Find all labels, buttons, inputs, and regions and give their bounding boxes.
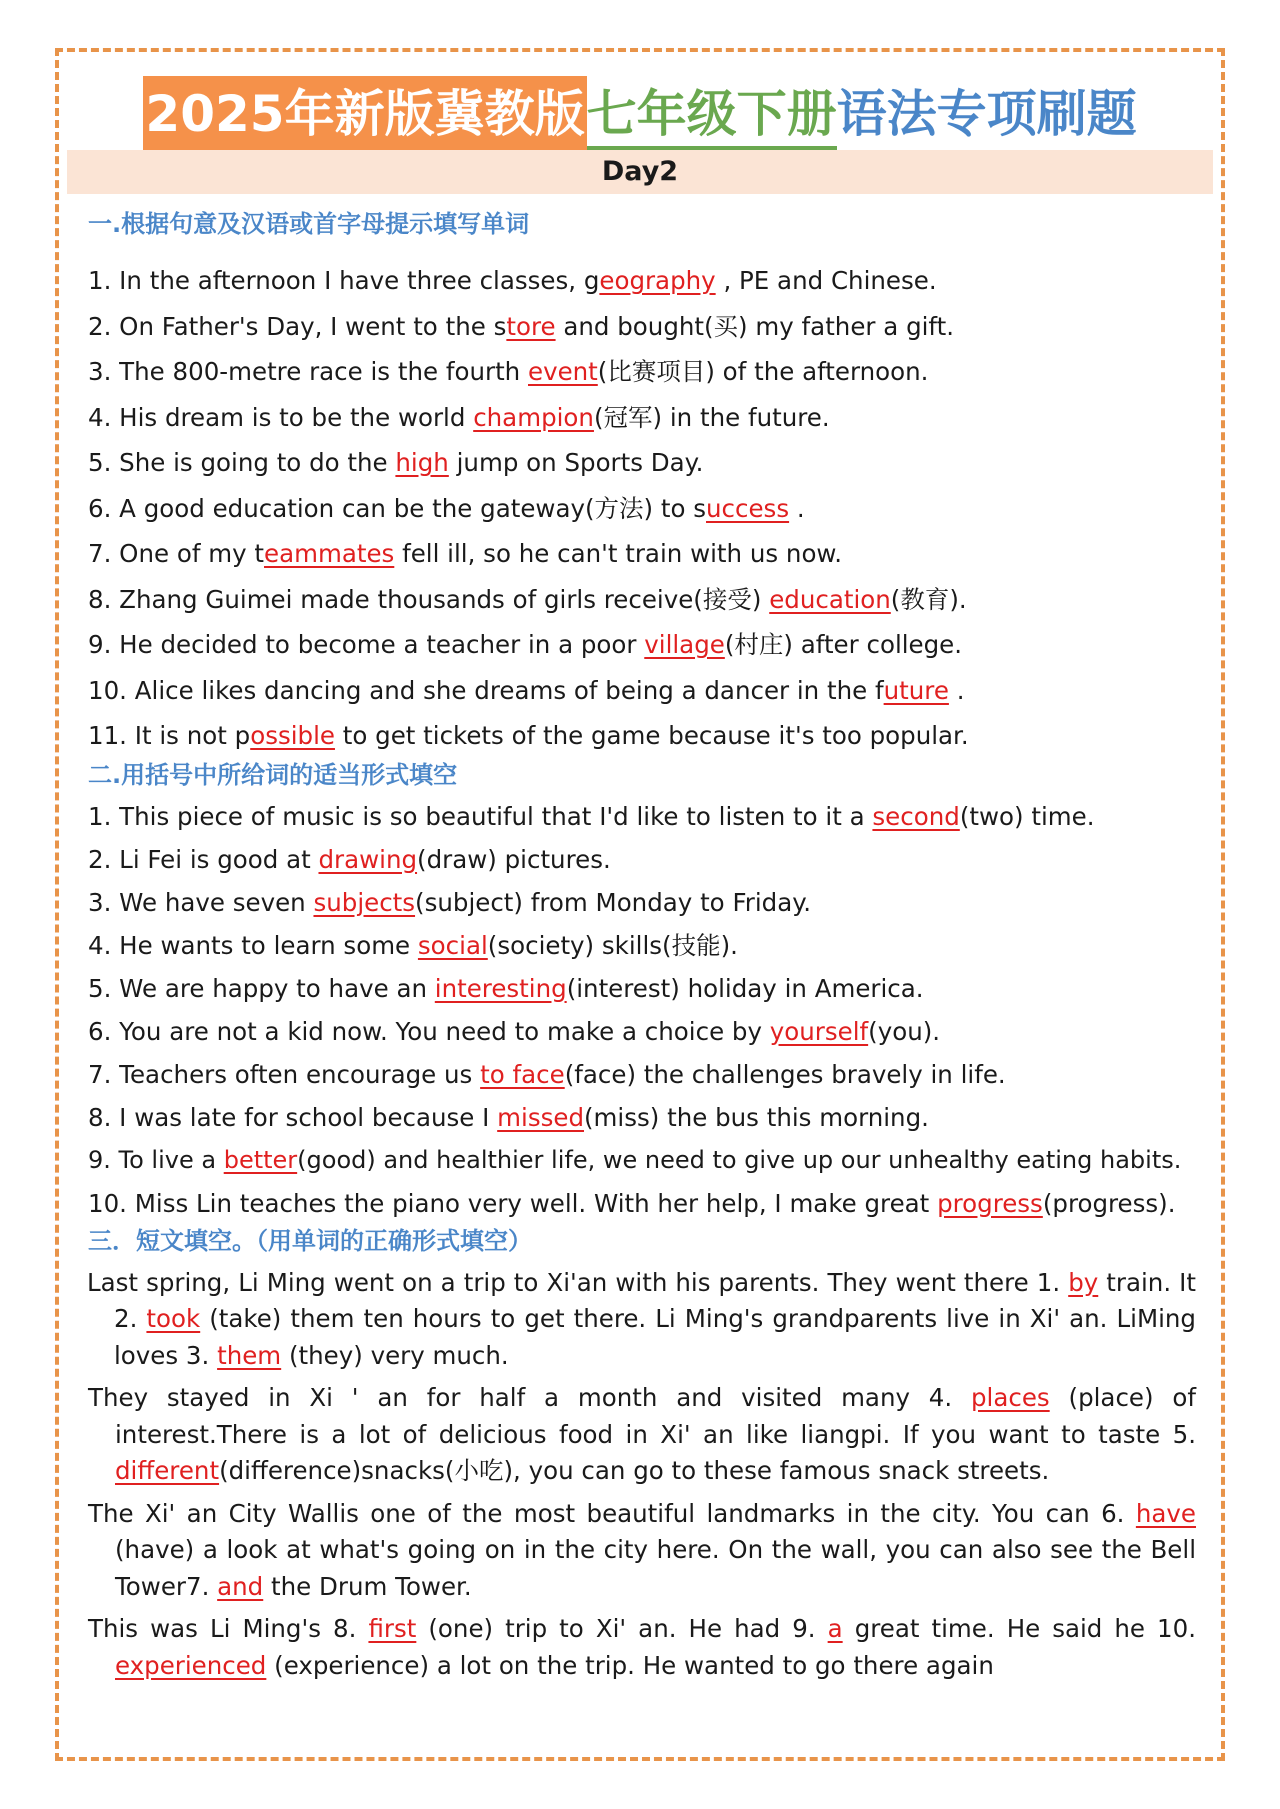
question-number: 6. — [88, 493, 112, 523]
worksheet-content — [88, 204, 1196, 1690]
question-text: (two) time. — [959, 801, 1095, 831]
passage-text: (one) trip to Xi' an. He had 9. — [416, 1614, 828, 1643]
answer-word: missed — [497, 1102, 584, 1132]
answer-word: yourself — [769, 1016, 869, 1046]
question-number: 3. — [88, 357, 112, 386]
question-number: 11. — [88, 721, 127, 750]
question-number: 8. — [88, 584, 112, 614]
question-item — [88, 440, 1196, 486]
answer-word: to face — [480, 1059, 565, 1089]
page-title — [0, 76, 1280, 152]
answer-word: tore — [506, 311, 556, 341]
question-text: (村庄) after college. — [724, 630, 963, 659]
question-number: 4. — [88, 402, 112, 432]
answer-6: have — [1135, 1498, 1196, 1528]
question-item — [88, 668, 1196, 714]
question-item — [88, 1010, 1196, 1053]
question-text: (draw) pictures. — [417, 844, 611, 874]
question-text: (progress). — [1042, 1188, 1176, 1218]
question-number: 2. — [88, 311, 112, 341]
question-text: (比赛项目) of the afternoon. — [597, 357, 929, 386]
passage-text: (experience) a lot on the trip. He wanted to go there again — [266, 1650, 994, 1680]
question-text: It is not p — [126, 721, 251, 750]
question-number: 4. — [88, 930, 112, 960]
question-text: We are happy to have an — [111, 973, 435, 1003]
question-text: to get tickets of the game because it's too popular. — [334, 721, 969, 750]
answer-word: event — [528, 357, 598, 386]
question-text: . — [789, 493, 805, 523]
question-item — [88, 395, 1196, 441]
question-number: 6. — [88, 1016, 112, 1046]
question-text: (interest) holiday in America. — [566, 973, 924, 1003]
question-text: A good education can be the gateway(方法) to s — [111, 493, 707, 523]
passage-text: The Xi' an City Wallis one of the most beautiful landmarks in the city. You can 6. — [88, 1498, 1136, 1528]
passage-text: Last spring, Li Ming went on a trip to Xi'an with his parents. They went there 1. — [87, 1267, 1069, 1297]
question-text: fell ill, so he can't train with us now. — [394, 539, 843, 568]
question-text: Zhang Guimei made thousands of girls receive(接受) — [111, 584, 770, 614]
passage-text: (have) a look at what's going on in the city here. On the wall, you can also see the Bell Tower7. — [115, 1535, 1196, 1601]
question-item — [88, 1096, 1196, 1139]
title-part-topic: 语法专项刷题 — [836, 85, 1137, 143]
question-number: 5. — [88, 448, 112, 477]
question-number: 8. — [88, 1102, 112, 1132]
question-number: 7. — [88, 1059, 112, 1089]
question-item — [88, 349, 1196, 395]
section-1-list — [88, 258, 1196, 759]
question-text: Miss Lin teaches the piano very well. With her help, I make great — [126, 1188, 938, 1218]
answer-word: progress — [937, 1188, 1043, 1218]
question-text: His dream is to be the world — [111, 402, 474, 432]
section-1-heading: 一.根据句意及汉语或首字母提示填写单词 — [88, 210, 530, 238]
question-text: and bought(买) my father a gift. — [555, 311, 955, 341]
question-item — [88, 531, 1196, 577]
answer-word: eography — [599, 266, 716, 295]
passage-text: This was Li Ming's 8. — [88, 1614, 369, 1643]
answer-2: took — [146, 1304, 201, 1333]
question-text: He decided to become a teacher in a poor — [111, 630, 645, 659]
question-number: 10. — [88, 1188, 127, 1218]
question-item — [88, 304, 1196, 350]
question-number: 5. — [88, 973, 112, 1003]
question-item — [88, 577, 1196, 623]
answer-word: champion — [473, 402, 594, 432]
title-part-grade: 七年级下册 — [587, 82, 837, 151]
answer-8: first — [368, 1614, 417, 1643]
answer-word: interesting — [434, 973, 567, 1003]
answer-word: eammates — [264, 539, 395, 568]
question-item — [88, 1182, 1196, 1225]
passage-text: (difference)snacks(小吃), you can go to these famous snack streets. — [219, 1456, 1050, 1485]
question-item — [88, 967, 1196, 1010]
question-item — [88, 486, 1196, 532]
question-text: (society) skills(技能). — [487, 930, 738, 960]
question-item — [88, 924, 1196, 967]
question-item — [88, 795, 1196, 838]
answer-10: experienced — [115, 1650, 267, 1680]
question-text: Teachers often encourage us — [111, 1059, 481, 1089]
question-text: . — [948, 675, 965, 705]
answer-word: ossible — [250, 721, 335, 750]
question-text: , PE and Chinese. — [715, 266, 937, 295]
answer-5: different — [115, 1456, 220, 1485]
question-text: In the afternoon I have three classes, g — [111, 266, 600, 295]
section-2-heading: 二.用括号中所给词的适当形式填空 — [88, 760, 458, 789]
passage-text: train. It 2. — [114, 1267, 1197, 1333]
passage-text: (they) very much. — [281, 1340, 509, 1370]
question-item — [88, 838, 1196, 881]
passage-text: (take) them ten hours to get there. Li Ming's grandparents live in Xi' an. LiMing loves 3. — [114, 1304, 1196, 1370]
answer-word: second — [872, 801, 960, 831]
question-number: 2. — [88, 844, 112, 874]
question-text: This piece of music is so beautiful that I'd like to listen to it a — [111, 801, 873, 831]
question-number: 1. — [88, 801, 112, 831]
section-3-heading: 三．短文填空。（用单词的正确形式填空） — [88, 1226, 532, 1255]
question-number: 10. — [88, 675, 127, 705]
answer-word: education — [769, 584, 891, 614]
question-text: Li Fei is good at — [111, 844, 319, 874]
passage-text: They stayed in Xi ' an for half a month and visited many 4. — [88, 1383, 971, 1412]
question-text: jump on Sports Day. — [448, 448, 704, 477]
passage-paragraph-1 — [87, 1265, 1196, 1375]
question-text: I was late for school because I — [111, 1102, 498, 1132]
question-text: The 800-metre race is the fourth — [111, 357, 528, 386]
answer-9: a — [827, 1614, 843, 1643]
question-text: She is going to do the — [111, 448, 396, 477]
question-text: He wants to learn some — [111, 930, 418, 960]
title-part-publisher: 2025年新版冀教版 — [143, 76, 586, 152]
question-text: To live a — [110, 1145, 224, 1174]
answer-word: uccess — [706, 493, 790, 523]
question-item — [88, 881, 1196, 924]
answer-word: uture — [883, 675, 949, 705]
answer-word: subjects — [313, 887, 416, 917]
day-banner: Day2 — [67, 150, 1213, 194]
answer-1: by — [1068, 1267, 1099, 1297]
question-text: (冠军) in the future. — [593, 402, 830, 432]
question-text: (face) the challenges bravely in life. — [564, 1059, 1006, 1089]
answer-word: high — [395, 448, 449, 477]
passage-paragraph-4 — [88, 1611, 1196, 1684]
question-number: 7. — [88, 539, 112, 568]
answer-word: social — [417, 930, 488, 960]
question-text: (subject) from Monday to Friday. — [415, 887, 811, 917]
answer-word: drawing — [318, 844, 418, 874]
question-text: (good) and healthier life, we need to give up our unhealthy eating habits. — [297, 1145, 1182, 1174]
question-text: (miss) the bus this morning. — [584, 1102, 929, 1132]
question-text: We have seven — [111, 887, 314, 917]
question-item — [88, 1139, 1196, 1182]
question-text: You are not a kid now. You need to make a choice by — [111, 1016, 770, 1046]
question-number: 9. — [88, 1145, 111, 1174]
answer-3: them — [217, 1340, 282, 1370]
passage-paragraph-3 — [88, 1496, 1196, 1606]
answer-7: and — [217, 1571, 264, 1601]
question-item — [88, 713, 1196, 759]
question-item — [88, 622, 1196, 668]
question-number: 3. — [88, 887, 112, 917]
passage-text: the Drum Tower. — [263, 1571, 472, 1601]
question-text: (you). — [868, 1016, 941, 1046]
question-text: One of my t — [111, 539, 265, 568]
answer-4: places — [971, 1383, 1050, 1412]
question-text: On Father's Day, I went to the s — [111, 311, 507, 341]
answer-word: better — [223, 1145, 298, 1174]
question-text: (教育). — [890, 584, 967, 614]
question-text: Alice likes dancing and she dreams of being a dancer in the f — [126, 675, 884, 705]
passage-text: (place) of interest.There is a lot of delicious food in Xi' an like liangpi. If you want to taste 5. — [115, 1383, 1196, 1449]
question-number: 1. — [88, 266, 112, 295]
question-number: 9. — [88, 630, 112, 659]
question-item — [88, 258, 1196, 304]
passage-paragraph-2 — [88, 1380, 1196, 1490]
answer-word: village — [644, 630, 725, 659]
passage-text: great time. He said he 10. — [842, 1614, 1196, 1643]
section-2-list — [88, 795, 1196, 1225]
question-item — [88, 1053, 1196, 1096]
